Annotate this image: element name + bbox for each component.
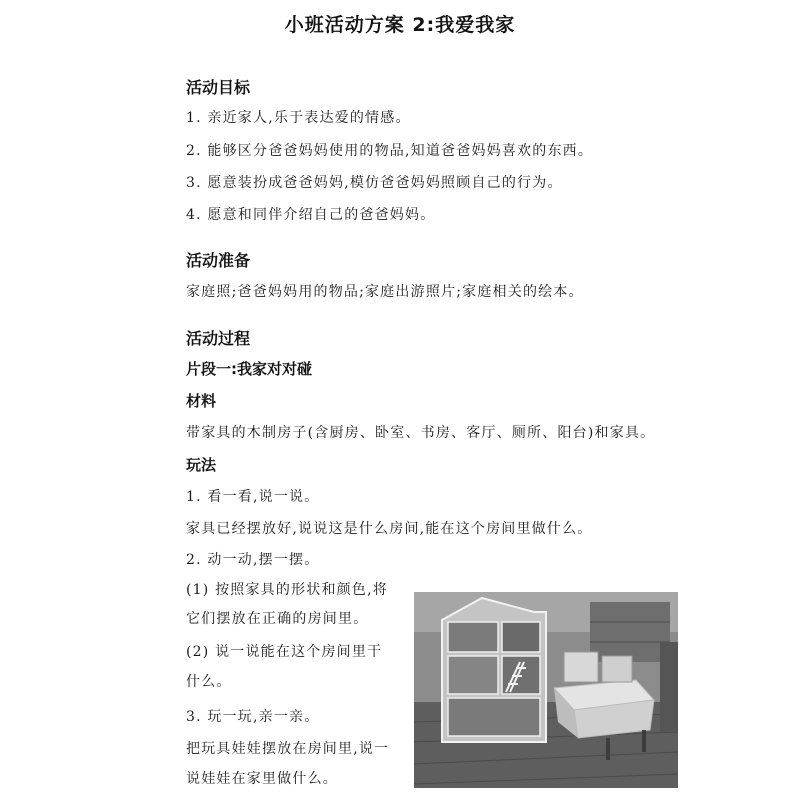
play-step-3: 3. 玩一玩,亲一亲。 [186,709,320,725]
process-heading: 活动过程 [186,329,251,348]
materials-text: 带家具的木制房子(含厨房、卧室、书房、客厅、厕所、阳台)和家具。 [186,425,656,441]
play-step-3-desc-cont: 说娃娃在家里做什么。 [186,771,338,787]
page-title: 小班活动方案 2:我爱我家 [284,14,516,36]
play-heading: 玩法 [186,456,217,474]
play-step-2-sub2: (2) 说一说能在这个房间里干 [186,644,383,660]
play-step-3-desc: 把玩具娃娃摆放在房间里,说一 [186,741,390,757]
goal-item-2: 2. 能够区分爸爸妈妈使用的物品,知道爸爸妈妈喜欢的东西。 [186,143,594,159]
preparation-text: 家庭照;爸爸妈妈用的物品;家庭出游照片;家庭相关的绘本。 [186,284,584,300]
play-step-2-sub1-cont: 它们摆放在正确的房间里。 [186,611,369,627]
play-step-1-desc: 家具已经摆放好,说说这是什么房间,能在这个房间里做什么。 [186,521,593,537]
play-step-2-sub2-cont: 什么。 [186,674,232,690]
preparation-heading: 活动准备 [186,251,251,270]
play-step-1: 1. 看一看,说一说。 [186,489,320,505]
goal-item-3: 3. 愿意装扮成爸爸妈妈,模仿爸爸妈妈照顾自己的行为。 [186,175,563,191]
play-step-2: 2. 动一动,摆一摆。 [186,552,320,568]
dollhouse-photo [414,592,678,788]
segment-title: 片段一:我家对对碰 [186,360,312,378]
goal-item-1: 1. 亲近家人,乐于表达爱的情感。 [186,110,411,126]
play-step-2-sub1: (1) 按照家具的形状和颜色,将 [186,582,388,598]
materials-heading: 材料 [186,392,217,410]
goal-item-4: 4. 愿意和同伴介绍自己的爸爸妈妈。 [186,207,436,223]
goals-heading: 活动目标 [186,78,251,97]
